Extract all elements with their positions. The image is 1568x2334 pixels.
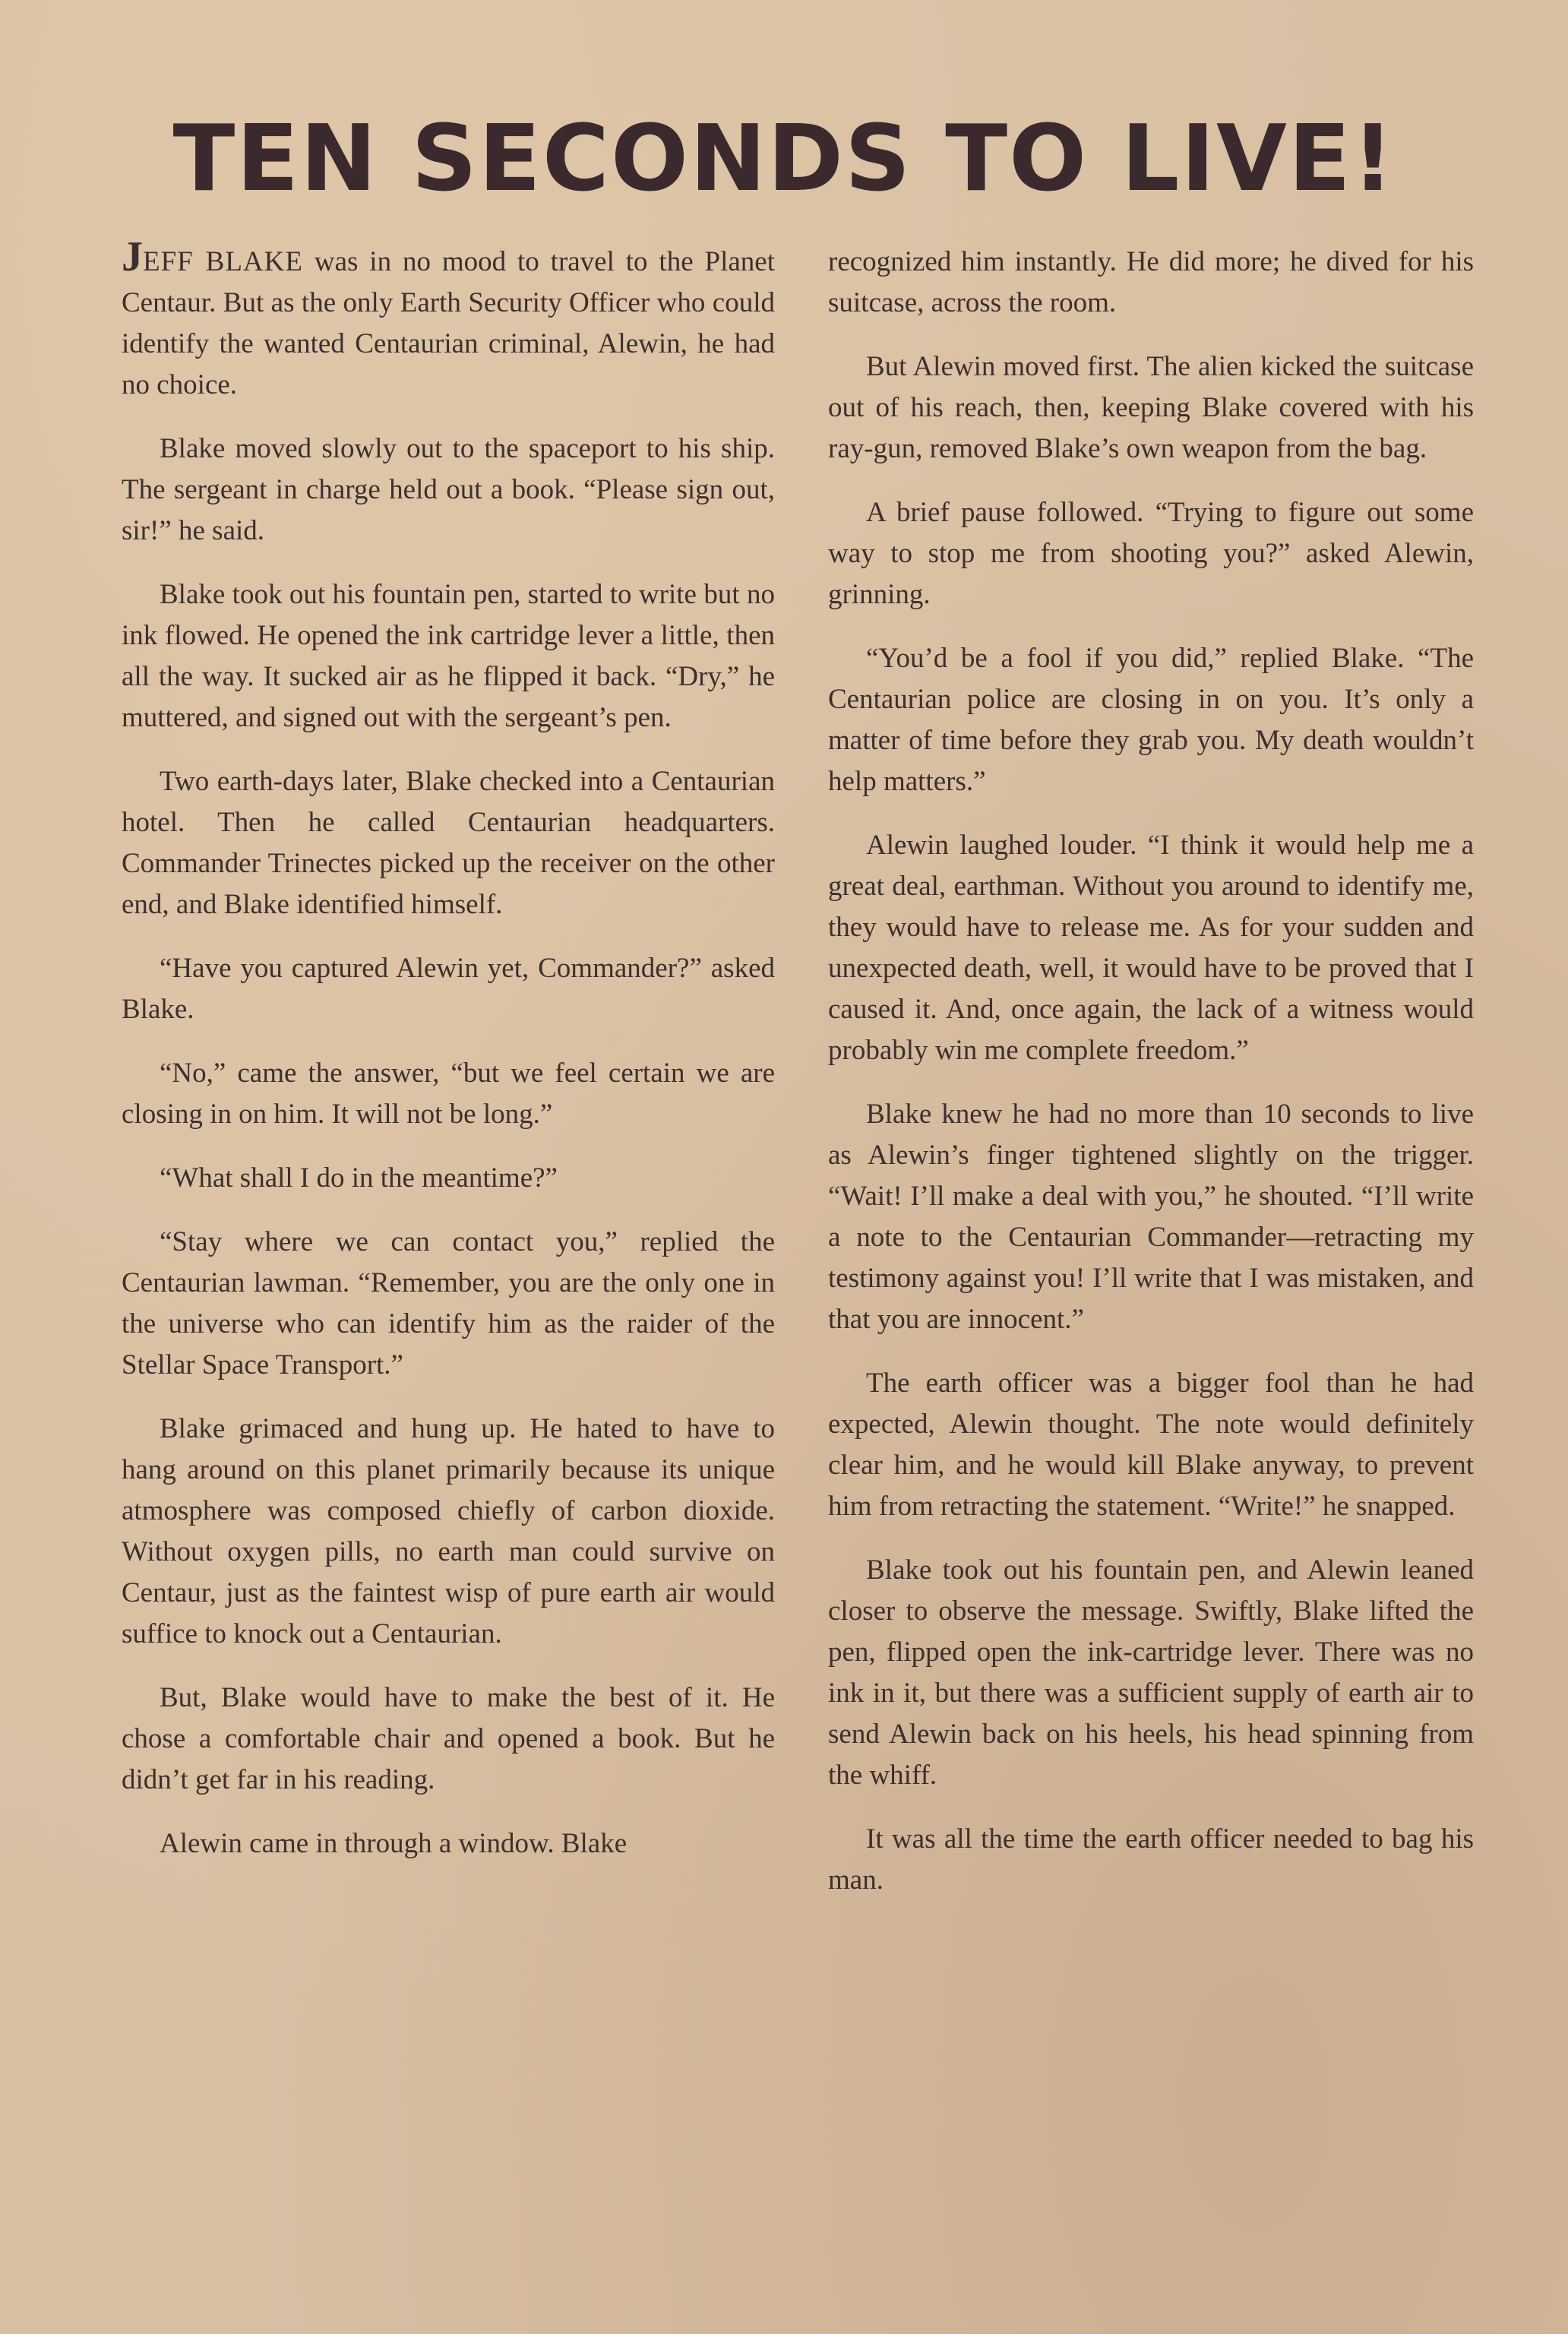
left-column — [122, 233, 776, 1887]
right-column — [828, 242, 1474, 1924]
paragraph: Alewin came in through a window. Blake — [160, 1828, 628, 1859]
paragraph: Blake grimaced and hung up. He hated to have to hang around on this planet primarily because its unique atmosphere was composed chiefly of carbon dioxide. Without oxygen pills, no earth man could survive on Centaur, just as the faintest wisp of pure earth air would suffice to knock out a Centaurian. — [122, 1413, 775, 1649]
paragraph-text: was in no mood to travel to the Planet Centaur. But as the only Earth Security Officer who could identify the wanted Centaurian criminal, Alewin, he had no choice. — [122, 246, 776, 400]
paragraph: But Alewin moved first. The alien kicked the suitcase out of his reach, then, keeping Blake covered with his ray-gun, removed Blake’s own weapon from the bag. — [828, 351, 1474, 464]
paragraph: But, Blake would have to make the best of it. He chose a comfortable chair and opened a book. But he didn’t get far in his reading. — [122, 1682, 775, 1795]
paragraph: Blake took out his fountain pen, and Alewin leaned closer to observe the message. Swiftly, Blake lifted the pen, flipped open the ink-cartridge lever. There was no ink in it, but there was a sufficient supply of earth air to send Alewin back on his heels, his head spinning from the whiff. — [828, 1554, 1474, 1791]
paragraph: Blake moved slowly out to the spaceport to his ship. The sergeant in charge held out a book. “Please sign out, sir!” he said. — [122, 433, 775, 546]
paragraph: Two earth-days later, Blake checked into a Centaurian hotel. Then he called Centaurian headquarters. Commander Trinectes picked up the receiver on the other end, and Blake identified himself. — [122, 766, 775, 920]
paragraph — [122, 233, 776, 406]
paragraph: The earth officer was a bigger fool than he had expected, Alewin thought. The note would definitely clear him, and he would kill Blake anyway, to prevent him from retracting the statement. “Write!” he snapped. — [828, 1368, 1474, 1522]
paragraph: “You’d be a fool if you did,” replied Blake. “The Centaurian police are closing in on you. It’s only a matter of time before they grab you. My death wouldn’t help matters.” — [828, 643, 1474, 797]
paragraph: Blake took out his fountain pen, started to write but no ink flowed. He opened the ink cartridge lever a little, then all the way. It sucked air as he flipped it back. “Dry,” he muttered, and signed out with the sergeant’s pen. — [122, 579, 775, 733]
paragraph: A brief pause followed. “Trying to figure out some way to stop me from shooting you?” asked Alewin, grinning. — [828, 497, 1474, 610]
paragraph: recognized him instantly. He did more; he dived for his suitcase, across the room. — [828, 246, 1474, 318]
lead-name: EFF BLAKE — [143, 246, 303, 277]
paragraph: Blake knew he had no more than 10 seconds to live as Alewin’s finger tightened slightly on the trigger. “Wait! I’ll make a deal with you,” he shouted. “I’ll write a note to the Centaurian Commander—retracting my testimony against you! I’ll write that I was mistaken, and that you are innocent.” — [828, 1099, 1474, 1335]
paragraph: Alewin laughed louder. “I think it would help me a great deal, earthman. Without you around to identify me, they would have to release me. As for your sudden and unexpected death, well, it would have to be proved that I caused it. And, once again, the lack of a witness would probably win me complete freedom.” — [828, 830, 1474, 1066]
paragraph: “Stay where we can contact you,” replied the Centaurian lawman. “Remember, you are the only one in the universe who can identify him as the raider of the Stellar Space Transport.” — [122, 1226, 775, 1380]
drop-cap: J — [122, 233, 143, 280]
paragraph: It was all the time the earth officer needed to bag his man. — [828, 1823, 1474, 1896]
story-title: TEN SECONDS TO LIVE! — [172, 106, 1396, 212]
paragraph: “What shall I do in the meantime?” — [160, 1162, 558, 1194]
paragraph: “No,” came the answer, “but we feel certain we are closing in on him. It will not be long.” — [122, 1058, 775, 1130]
paragraph: “Have you captured Alewin yet, Commander?” asked Blake. — [122, 953, 775, 1025]
